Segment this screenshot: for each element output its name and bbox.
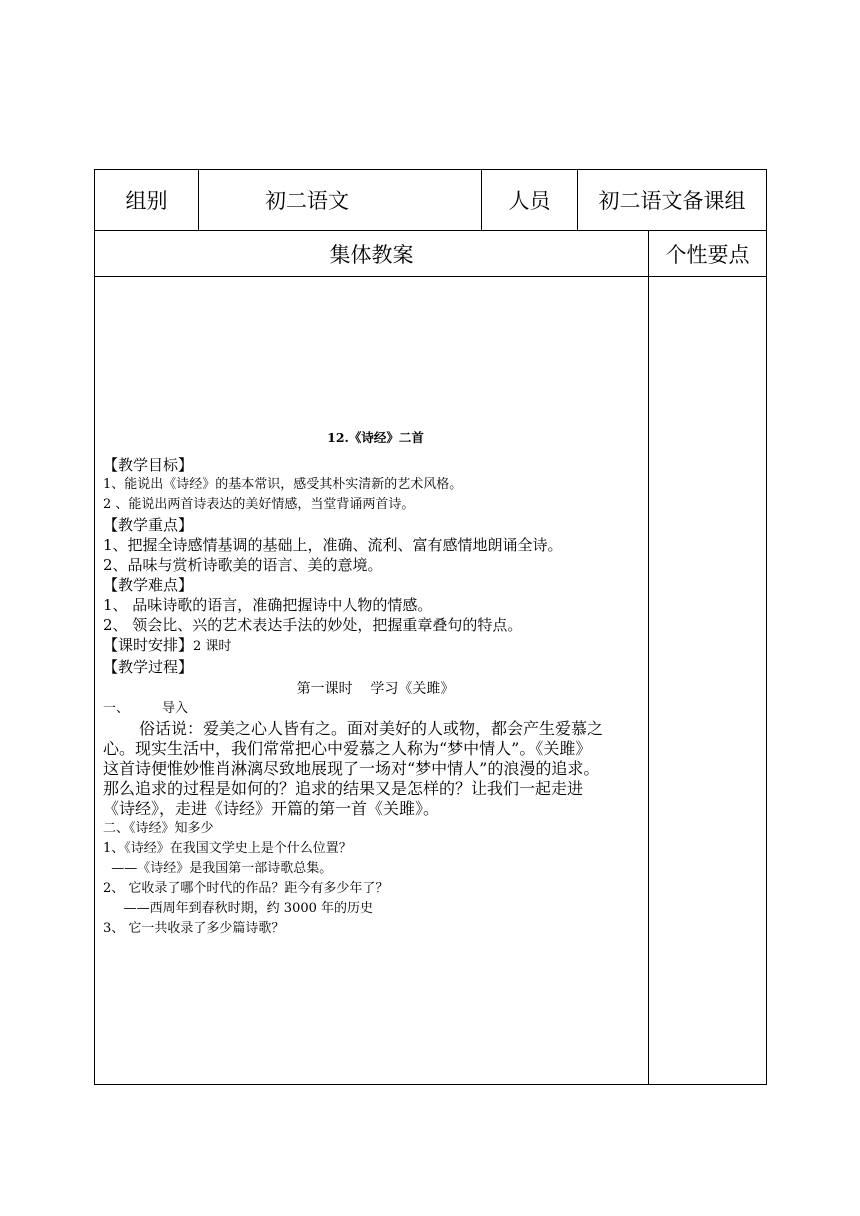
group-label: 组别 — [95, 170, 199, 231]
header-row — [95, 170, 767, 231]
step-intro-heading: 一、 导入 — [103, 700, 189, 716]
collective-plan-content — [95, 277, 649, 1085]
intro-line: 心。现实生活中，我们常常把心中爱慕之人称为“梦中情人”。《关雎》 — [103, 738, 592, 758]
answer-item: ——《诗经》是我国第一部诗歌总集。 — [103, 860, 333, 876]
answer-item: ——西周年到春秋时期，约 3000 年的历史 — [103, 900, 374, 916]
difficulty-item: 1、 品味诗歌的语言，准确把握诗中人物的情感。 — [103, 595, 433, 614]
schedule-value: 2 课时 — [193, 638, 232, 654]
personal-notes-heading: 个性要点 — [649, 231, 767, 277]
question-item: 1、《诗经》在我国文学史上是个什么位置？ — [103, 840, 352, 856]
schedule-line — [103, 635, 648, 657]
question-item: 2、 它收录了哪个时代的作品？距今有多少年了？ — [103, 880, 389, 896]
difficulty-item: 2、 领会比、兴的艺术表达手法的妙处，把握重章叠句的特点。 — [103, 615, 523, 634]
period-title: 第一课时 学习《关雎》 — [296, 680, 455, 697]
intro-line-text: 俗话说：爱美之心人皆有之。面对美好的人或物，都会产生爱慕之 — [139, 718, 604, 738]
lesson-title: 12.《诗经》二首 — [327, 429, 424, 445]
collective-plan-heading: 集体教案 — [95, 231, 649, 277]
intro-line — [103, 719, 642, 739]
personal-notes-column — [649, 277, 767, 1085]
goal-item: 1、能说出《诗经》的基本常识，感受其朴实清新的艺术风格。 — [103, 476, 463, 492]
goal-item: 2 、能说出两首诗表达的美好情感，当堂背诵两首诗。 — [103, 496, 415, 512]
key-points-heading: 【教学重点】 — [103, 515, 194, 534]
section-header-row — [95, 231, 767, 277]
content-row — [95, 277, 767, 1085]
question-item: 3、 它一共收录了多少篇诗歌？ — [103, 920, 285, 936]
schedule-label: 【课时安排】 — [103, 635, 194, 654]
key-point-item: 1、把握全诗感情基调的基础上，准确、流利、富有感情地朗诵全诗。 — [103, 535, 563, 554]
key-point-item: 2、品味与赏析诗歌美的语言、美的意境。 — [103, 555, 383, 574]
lesson-plan-table — [94, 169, 767, 1085]
intro-line: 这首诗便惟妙惟肖淋漓尽致地展现了一场对“梦中情人”的浪漫的追求。 — [103, 758, 600, 778]
people-value: 初二语文备课组 — [578, 170, 767, 231]
step-knowledge-heading: 二、《诗经》知多少 — [103, 820, 214, 836]
people-label: 人员 — [482, 170, 578, 231]
group-value: 初二语文 — [199, 170, 482, 231]
intro-line: 那么追求的过程是如何的？追求的结果又是怎样的？让我们一起走进 — [103, 778, 584, 798]
process-heading: 【教学过程】 — [103, 657, 194, 676]
difficulty-heading: 【教学难点】 — [103, 575, 194, 594]
intro-line: 《诗经》，走进《诗经》开篇的第一首《关雎》。 — [103, 798, 440, 818]
intro-paragraph — [103, 719, 648, 819]
goals-heading: 【教学目标】 — [103, 455, 194, 474]
